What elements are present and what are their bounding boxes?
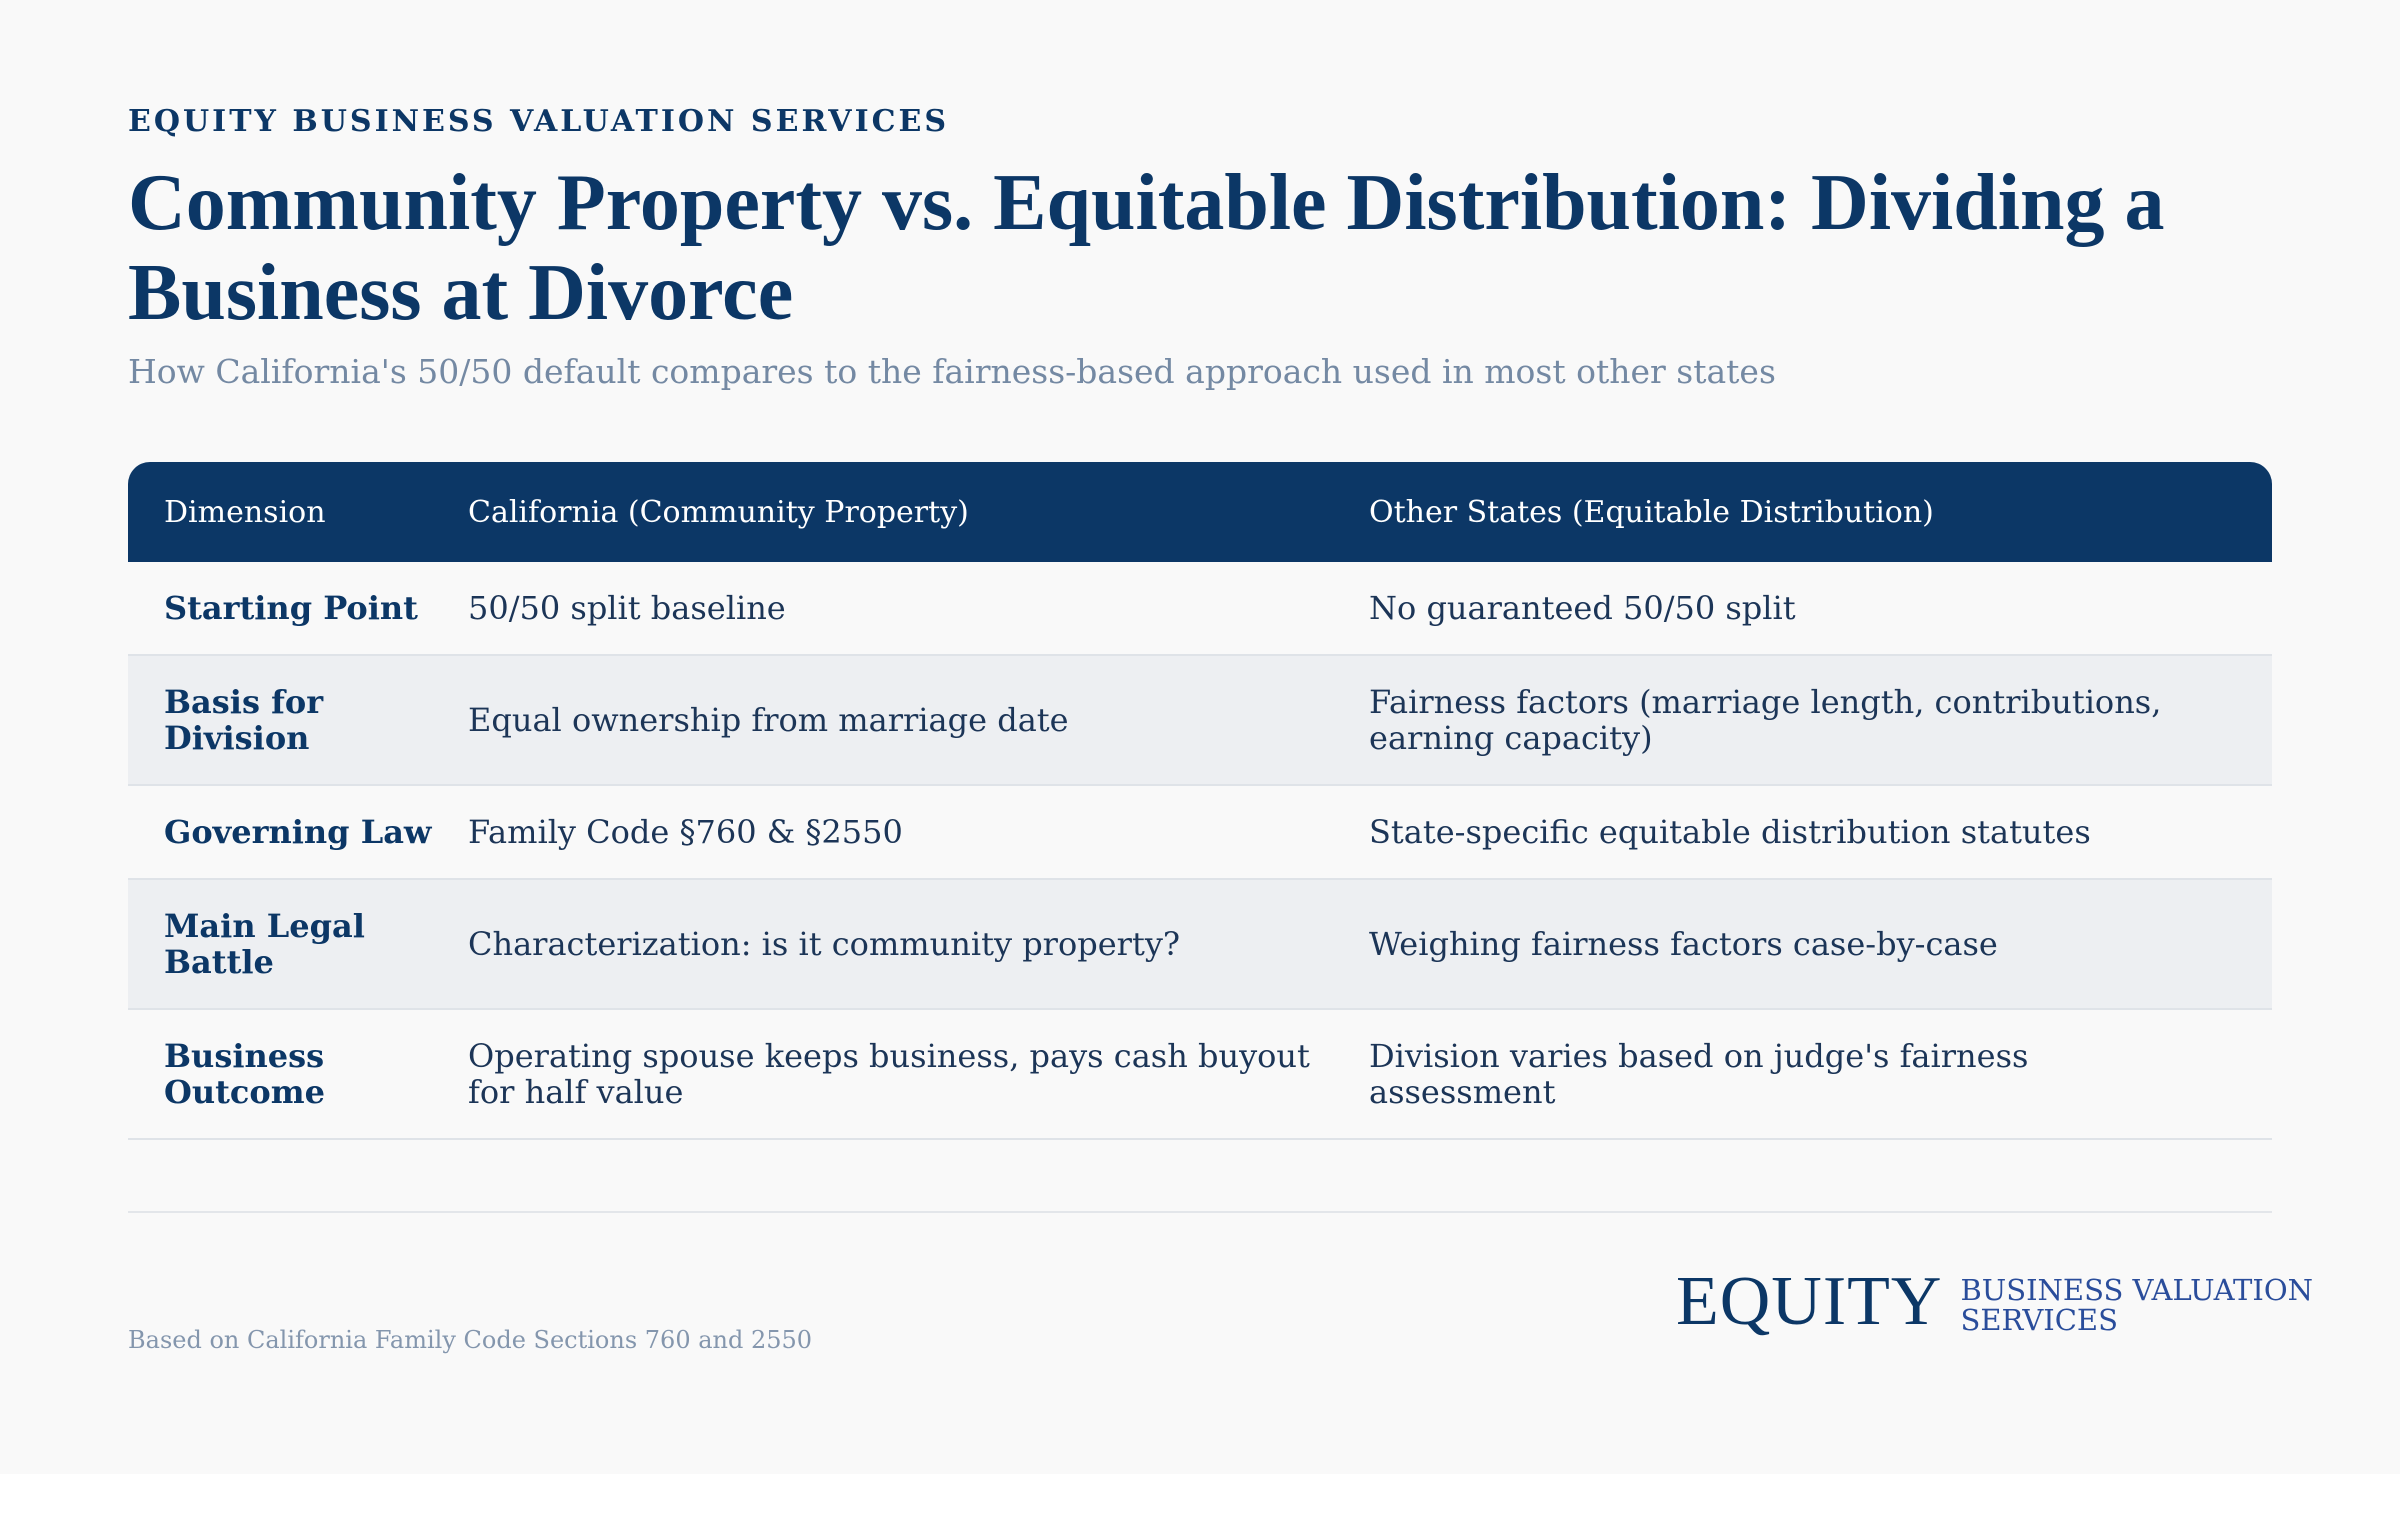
page-title: Community Property vs. Equitable Distribution: Dividing a Business at Divorce <box>128 159 2165 337</box>
row-other-states: Fairness factors (marriage length, contributions, earning capacity) <box>1369 683 2162 757</box>
company-logo <box>1676 1262 2313 1342</box>
row-other-states: State-specific equitable distribution statutes <box>1369 813 2091 851</box>
row-dimension: Main Legal Battle <box>164 907 365 981</box>
row-dimension: Business Outcome <box>164 1037 325 1111</box>
source-note: Based on California Family Code Sections 760 and 2550 <box>128 1326 813 1354</box>
comparison-table <box>128 462 2272 1140</box>
table-header <box>128 462 2272 562</box>
column-header-dimension: Dimension <box>164 494 326 530</box>
brand-eyebrow: EQUITY BUSINESS VALUATION SERVICES <box>128 104 950 139</box>
logo-tagline-line-2: SERVICES <box>1960 1303 2118 1337</box>
row-dimension: Basis for Division <box>164 683 324 757</box>
logo-tagline <box>1960 1269 2313 1335</box>
logo-wordmark: EQUITY <box>1676 1263 1943 1340</box>
column-header-california: California (Community Property) <box>468 494 969 530</box>
table-row <box>128 562 2272 656</box>
table-row <box>128 1010 2272 1140</box>
row-other-states: Weighing fairness factors case-by-case <box>1369 925 1998 963</box>
row-california: Operating spouse keeps business, pays cash buyout for half value <box>468 1037 1310 1111</box>
row-california: 50/50 split baseline <box>468 589 786 627</box>
table-row <box>128 880 2272 1010</box>
row-california: Equal ownership from marriage date <box>468 701 1069 739</box>
column-header-other-states: Other States (Equitable Distribution) <box>1369 494 1934 530</box>
logo-tagline-line-1: BUSINESS VALUATION <box>1960 1273 2313 1307</box>
row-dimension: Governing Law <box>164 813 432 851</box>
page-subtitle: How California's 50/50 default compares to the fairness-based approach used in most other states <box>128 352 1776 391</box>
row-dimension: Starting Point <box>164 589 418 627</box>
row-california: Family Code §760 & §2550 <box>468 813 903 851</box>
row-california: Characterization: is it community property? <box>468 925 1181 963</box>
row-other-states: Division varies based on judge's fairness assessment <box>1369 1037 2029 1111</box>
footer-divider <box>128 1211 2272 1213</box>
table-row <box>128 656 2272 786</box>
row-other-states: No guaranteed 50/50 split <box>1369 589 1796 627</box>
table-row <box>128 786 2272 880</box>
